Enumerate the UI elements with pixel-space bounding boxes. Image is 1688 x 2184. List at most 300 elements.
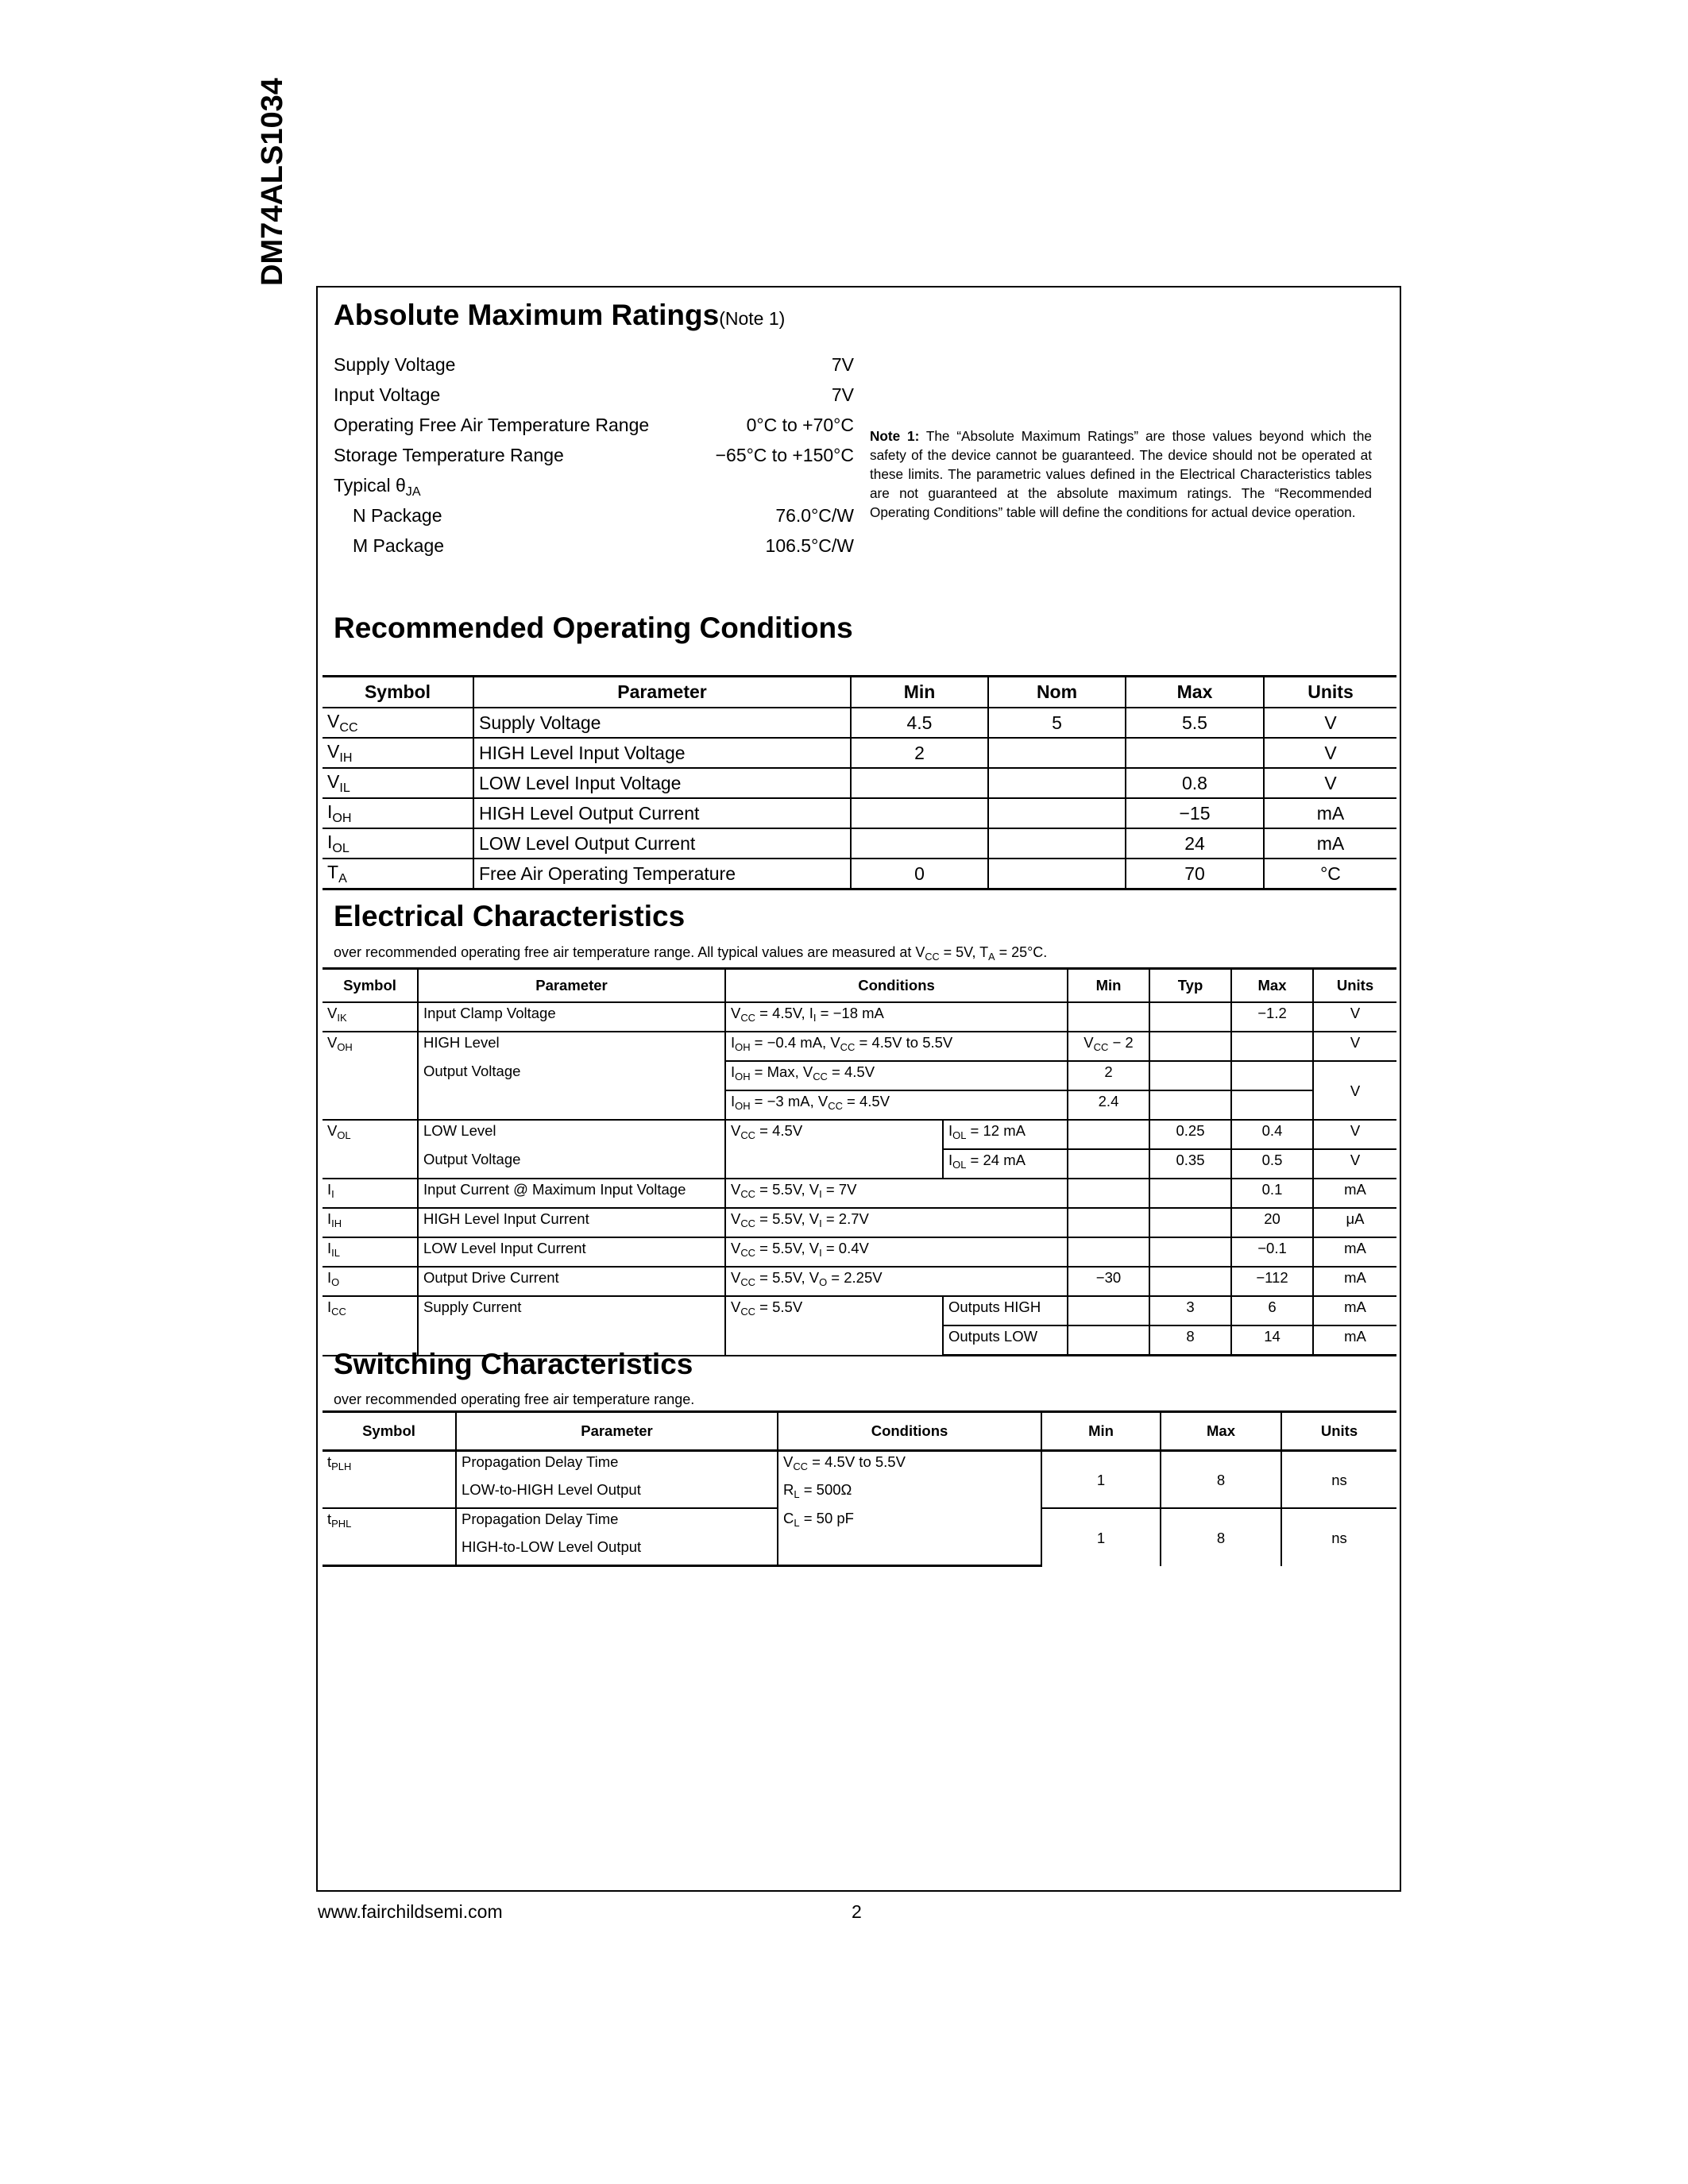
amr-list (334, 349, 854, 561)
symbol-sub: CC (339, 720, 358, 735)
cond-text: I (731, 1034, 736, 1051)
cond-cell (725, 1061, 1068, 1090)
nom-cell (988, 738, 1126, 768)
table-row (323, 1237, 1396, 1267)
cond-sub: OH (735, 1070, 751, 1082)
cond-text: = 500Ω (799, 1481, 852, 1498)
col-header: Units (1313, 969, 1396, 1003)
amr-row (334, 531, 854, 561)
min-cell: 0 (851, 859, 988, 889)
symbol-cell (323, 1237, 418, 1267)
min-cell (851, 768, 988, 798)
amr-value: 106.5°C/W (765, 535, 854, 556)
cond-text: = 7V (821, 1181, 857, 1198)
min-cell: 2.4 (1068, 1090, 1149, 1120)
symbol: T (327, 861, 339, 882)
cond-text: I (731, 1063, 736, 1080)
typ-cell: 8 (1149, 1325, 1231, 1356)
table-row (323, 1296, 1396, 1325)
roc-title: Recommended Operating Conditions (334, 612, 853, 644)
col-header: Max (1126, 677, 1264, 708)
table-row (323, 1451, 1396, 1480)
units-cell: V (1313, 1002, 1396, 1032)
symbol-cell (323, 1451, 456, 1480)
max-cell (1126, 738, 1264, 768)
cond-cell (725, 1237, 1068, 1267)
table-row (323, 1508, 1396, 1537)
cond-cell (725, 1120, 943, 1179)
symbol-cell (323, 859, 473, 889)
symbol-cell (323, 798, 473, 828)
param-cell: Output Voltage (418, 1149, 725, 1179)
note-text: The “Absolute Maximum Ratings” are those values beyond which the safety of the device cannot be guaranteed. The device should not be operated at these limits. The parametric values defined in the Electrical Characteristics tables are not guaranteed at the absolute maximum ratings. The “Recommended Operating Conditions” table will define the conditions for actual device operation. (870, 428, 1372, 520)
symbol: t (327, 1511, 332, 1527)
cond-text: = 2.7V (821, 1210, 869, 1227)
param-cell: Input Current @ Maximum Input Voltage (418, 1179, 725, 1208)
cond-text: = 12 mA (966, 1122, 1026, 1139)
min-cell (1068, 1325, 1149, 1356)
cond-cell (725, 1179, 1068, 1208)
footer-url: www.fairchildsemi.com (318, 1901, 503, 1922)
table-row (323, 1179, 1396, 1208)
cond-cell: Outputs LOW (943, 1325, 1068, 1356)
symbol: I (327, 1181, 332, 1198)
max-cell (1231, 1032, 1313, 1061)
symbol-sub: IH (331, 1217, 342, 1229)
symbol: V (327, 710, 340, 731)
cond-cell-empty (778, 1537, 1041, 1566)
symbol: t (327, 1453, 332, 1470)
caption-sub: A (988, 951, 995, 963)
min-cell: 2 (851, 738, 988, 768)
symbol: V (327, 740, 340, 762)
ec-title: Electrical Characteristics (334, 900, 686, 932)
min-cell: 2 (1068, 1061, 1149, 1090)
sc-table (323, 1410, 1396, 1567)
param-cell: Output Voltage (418, 1061, 725, 1120)
typ-cell: 0.25 (1149, 1120, 1231, 1149)
cond-text: = 24 mA (966, 1152, 1026, 1168)
cond-cell (725, 1090, 1068, 1120)
min-cell (851, 828, 988, 859)
cond-cell (725, 1267, 1068, 1296)
units-cell: μA (1313, 1208, 1396, 1237)
typ-cell (1149, 1032, 1231, 1061)
cond-sub: CC (740, 1305, 756, 1318)
symbol-cell (323, 738, 473, 768)
amr-row (334, 470, 854, 500)
amr-row (334, 380, 854, 410)
max-cell: 0.4 (1231, 1120, 1313, 1149)
cond-cell (725, 1208, 1068, 1237)
min-cell (1068, 1002, 1149, 1032)
max-cell: 14 (1231, 1325, 1313, 1356)
typ-cell (1149, 1267, 1231, 1296)
cond-text: = 5.5V, V (755, 1240, 820, 1256)
symbol-cell (323, 1296, 418, 1356)
cond-text: V (731, 1298, 741, 1315)
max-cell: 0.5 (1231, 1149, 1313, 1179)
amr-value: 0°C to +70°C (746, 415, 854, 435)
min-cell (1068, 1120, 1149, 1149)
cond-cell (943, 1120, 1068, 1149)
cond-text: V (731, 1210, 741, 1227)
col-header: Max (1231, 969, 1313, 1003)
cond-text: = −18 mA (816, 1005, 884, 1021)
cond-sub: O (819, 1275, 828, 1288)
sc-caption: over recommended operating free air temperature range. (334, 1391, 695, 1407)
symbol: V (327, 1005, 338, 1021)
symbol: I (327, 1298, 332, 1315)
param-cell: HIGH-to-LOW Level Output (456, 1537, 778, 1566)
param-cell: Input Clamp Voltage (418, 1002, 725, 1032)
col-header: Units (1281, 1412, 1396, 1451)
note-1 (870, 426, 1372, 522)
amr-row (334, 440, 854, 470)
typ-cell: 3 (1149, 1296, 1231, 1325)
symbol-sub: PLH (331, 1460, 352, 1472)
units-cell: V (1313, 1120, 1396, 1149)
cond-sub: L (794, 1516, 800, 1529)
cond-sub: OH (735, 1040, 751, 1053)
amr-title (334, 299, 785, 332)
symbol-sub: O (331, 1275, 340, 1288)
ec-table (323, 967, 1396, 1356)
cond-sub: CC (740, 1246, 756, 1259)
cond-sub: CC (740, 1187, 756, 1200)
symbol-sub: IK (337, 1011, 347, 1024)
amr-label: N Package (353, 505, 442, 526)
min-cell (1068, 1179, 1149, 1208)
cond-text: R (783, 1481, 794, 1498)
cond-sub: CC (793, 1460, 809, 1472)
symbol-cell (323, 1032, 418, 1120)
amr-value: 7V (831, 384, 854, 405)
units-cell: V (1264, 738, 1396, 768)
param-cell: HIGH Level Input Current (418, 1208, 725, 1237)
typ-cell (1149, 1002, 1231, 1032)
amr-label-sub: JA (405, 484, 421, 499)
caption-text: = 25°C. (995, 944, 1048, 960)
symbol: I (327, 1269, 332, 1286)
roc-header-row (323, 677, 1396, 708)
cond-text: = −0.4 mA, V (750, 1034, 840, 1051)
min-cell (1068, 1149, 1149, 1179)
typ-cell (1149, 1179, 1231, 1208)
note-label: Note 1: (870, 428, 920, 444)
symbol-cell (323, 1002, 418, 1032)
symbol-cell-empty (323, 1537, 456, 1566)
min-cell (1068, 1032, 1149, 1061)
amr-note-ref: (Note 1) (719, 308, 786, 329)
max-cell: 0.8 (1126, 768, 1264, 798)
cond-sub: L (794, 1488, 800, 1500)
param-cell: Output Drive Current (418, 1267, 725, 1296)
amr-label: M Package (353, 535, 445, 556)
cond-text: = −3 mA, V (750, 1093, 829, 1109)
symbol-cell (323, 1208, 418, 1237)
symbol-sub: PHL (331, 1517, 352, 1530)
max-cell (1231, 1090, 1313, 1120)
amr-value: −65°C to +150°C (715, 445, 854, 465)
units-cell: V (1313, 1032, 1396, 1061)
col-header: Min (1041, 1412, 1161, 1451)
param-cell: Supply Current (418, 1296, 725, 1356)
col-header: Max (1161, 1412, 1281, 1451)
max-cell: 8 (1161, 1451, 1281, 1509)
cond-text: V (731, 1181, 741, 1198)
cond-sub: I (819, 1246, 822, 1259)
units-cell: mA (1313, 1267, 1396, 1296)
amr-label: Input Voltage (334, 384, 441, 405)
cond-cell (778, 1451, 1041, 1480)
typ-cell (1149, 1208, 1231, 1237)
symbol-cell (323, 1267, 418, 1296)
units-cell: mA (1264, 798, 1396, 828)
table-row (323, 1032, 1396, 1061)
symbol-sub: IL (331, 1246, 340, 1259)
cond-text: I (948, 1152, 953, 1168)
table-row (323, 768, 1396, 798)
cond-text: I (731, 1093, 736, 1109)
cond-cell (725, 1032, 1068, 1061)
amr-label: Supply Voltage (334, 354, 456, 375)
typ-cell (1149, 1090, 1231, 1120)
symbol-sub: CC (331, 1305, 346, 1318)
max-cell (1231, 1061, 1313, 1090)
caption-text: over recommended operating free air temperature range. All typical values are measured at V (334, 944, 925, 960)
cond-text: = 4.5V (827, 1063, 875, 1080)
nom-cell: 5 (988, 708, 1126, 738)
cond-sub: CC (828, 1099, 843, 1112)
cond-sub: OL (952, 1158, 967, 1171)
symbol: I (327, 1240, 332, 1256)
cond-text: V (731, 1269, 741, 1286)
cond-sub: OL (952, 1129, 967, 1141)
min-cell: 1 (1041, 1508, 1161, 1566)
col-header: Typ (1149, 969, 1231, 1003)
amr-row (334, 500, 854, 531)
amr-row (334, 349, 854, 380)
table-row (323, 1002, 1396, 1032)
table-row (323, 1120, 1396, 1149)
cond-sub: I (819, 1217, 822, 1229)
amr-label (334, 470, 421, 500)
param-cell: LOW-to-HIGH Level Output (456, 1480, 778, 1508)
units-cell: V (1264, 708, 1396, 738)
cond-text: = 4.5V to 5.5V (808, 1453, 906, 1470)
cond-text: = 4.5V, I (755, 1005, 813, 1021)
symbol-cell (323, 1179, 418, 1208)
units-cell: ns (1281, 1508, 1396, 1566)
cond-text: V (783, 1453, 794, 1470)
cond-cell (725, 1296, 943, 1356)
cond-sub: CC (740, 1217, 756, 1229)
col-header: Parameter (456, 1412, 778, 1451)
cond-text: = 4.5V (842, 1093, 890, 1109)
min-text: V (1083, 1034, 1094, 1051)
typ-cell (1149, 1237, 1231, 1267)
cond-text: = 5.5V, V (755, 1181, 820, 1198)
cond-sub: CC (740, 1011, 756, 1024)
cond-text: = 5.5V (755, 1298, 803, 1315)
amr-value: 7V (831, 354, 854, 375)
col-header: Symbol (323, 677, 473, 708)
min-cell: −30 (1068, 1267, 1149, 1296)
param-cell: Propagation Delay Time (456, 1451, 778, 1480)
param-cell: LOW Level (418, 1120, 725, 1149)
cond-cell: Outputs HIGH (943, 1296, 1068, 1325)
max-cell: 20 (1231, 1208, 1313, 1237)
col-header: Conditions (725, 969, 1068, 1003)
symbol: V (327, 1122, 338, 1139)
amr-row (334, 410, 854, 440)
symbol-sub: OH (332, 810, 352, 825)
min-sub: CC (1093, 1040, 1109, 1053)
units-cell: mA (1313, 1179, 1396, 1208)
cond-text: = 5.5V, V (755, 1269, 820, 1286)
cond-cell (943, 1149, 1068, 1179)
symbol-cell (323, 1508, 456, 1537)
units-cell: mA (1313, 1296, 1396, 1325)
symbol-cell (323, 768, 473, 798)
nom-cell (988, 768, 1126, 798)
cond-text: = 2.25V (827, 1269, 883, 1286)
units-cell: V (1313, 1149, 1396, 1179)
min-cell (1068, 1296, 1149, 1325)
param-cell: Free Air Operating Temperature (473, 859, 851, 889)
cond-cell (778, 1508, 1041, 1537)
caption-sub: CC (925, 951, 940, 963)
cond-text: V (731, 1122, 741, 1139)
cond-sub: I (819, 1187, 822, 1200)
symbol-cell (323, 1120, 418, 1179)
cond-text: = 50 pF (799, 1510, 854, 1526)
amr-label: Operating Free Air Temperature Range (334, 415, 650, 435)
symbol-sub: A (338, 870, 347, 886)
cond-text: = 0.4V (821, 1240, 869, 1256)
units-cell: mA (1313, 1237, 1396, 1267)
max-cell: −0.1 (1231, 1237, 1313, 1267)
param-cell: HIGH Level Input Voltage (473, 738, 851, 768)
max-cell: 70 (1126, 859, 1264, 889)
cond-text: = Max, V (750, 1063, 813, 1080)
min-text: − 2 (1108, 1034, 1134, 1051)
col-header: Symbol (323, 969, 418, 1003)
col-header: Min (1068, 969, 1149, 1003)
cond-sub: CC (840, 1040, 856, 1053)
cond-text: I (948, 1122, 953, 1139)
amr-value: 76.0°C/W (775, 505, 854, 526)
col-header: Conditions (778, 1412, 1041, 1451)
cond-sub: CC (740, 1129, 756, 1141)
param-cell: HIGH Level (418, 1032, 725, 1061)
param-cell: HIGH Level Output Current (473, 798, 851, 828)
cond-sub: CC (813, 1070, 828, 1082)
cond-sub: OH (735, 1099, 751, 1112)
cond-text: = 4.5V to 5.5V (855, 1034, 953, 1051)
symbol: I (327, 831, 333, 852)
ec-header-row (323, 969, 1396, 1003)
col-header: Units (1264, 677, 1396, 708)
cond-text: V (731, 1240, 741, 1256)
max-cell: 0.1 (1231, 1179, 1313, 1208)
table-row (323, 1267, 1396, 1296)
symbol: V (327, 770, 340, 792)
symbol-sub: IH (339, 750, 353, 765)
nom-cell (988, 859, 1126, 889)
table-row (323, 1061, 1396, 1090)
max-cell: −112 (1231, 1267, 1313, 1296)
caption-text: = 5V, T (939, 944, 989, 960)
min-cell (851, 798, 988, 828)
max-cell: −1.2 (1231, 1002, 1313, 1032)
cond-sub: CC (740, 1275, 756, 1288)
max-cell: 5.5 (1126, 708, 1264, 738)
symbol: I (327, 1210, 332, 1227)
typ-cell (1149, 1061, 1231, 1090)
symbol-sub: IL (339, 780, 350, 795)
param-cell: LOW Level Input Voltage (473, 768, 851, 798)
symbol-sub: OH (337, 1040, 353, 1053)
table-row (323, 1208, 1396, 1237)
units-cell: °C (1264, 859, 1396, 889)
amr-label: Storage Temperature Range (334, 445, 564, 465)
min-cell (1068, 1237, 1149, 1267)
units-cell: mA (1313, 1325, 1396, 1356)
typ-cell: 0.35 (1149, 1149, 1231, 1179)
amr-label-text: Typical θ (334, 475, 406, 496)
sc-header-row (323, 1412, 1396, 1451)
sc-title: Switching Characteristics (334, 1348, 693, 1380)
units-cell: V (1264, 768, 1396, 798)
symbol: I (327, 801, 333, 822)
max-cell: 6 (1231, 1296, 1313, 1325)
symbol: V (327, 1034, 338, 1051)
table-row (323, 828, 1396, 859)
cond-text: C (783, 1510, 794, 1526)
cond-text: = 5.5V, V (755, 1210, 820, 1227)
param-cell: LOW Level Input Current (418, 1237, 725, 1267)
page-number: 2 (852, 1901, 862, 1922)
col-header: Parameter (418, 969, 725, 1003)
max-cell: 8 (1161, 1508, 1281, 1566)
units-cell: V (1313, 1061, 1396, 1120)
param-cell: Supply Voltage (473, 708, 851, 738)
roc-table (323, 675, 1396, 890)
table-row (323, 798, 1396, 828)
cond-text: = 4.5V (755, 1122, 803, 1139)
col-header: Min (851, 677, 988, 708)
min-cell (1068, 1208, 1149, 1237)
max-cell: −15 (1126, 798, 1264, 828)
symbol-cell (323, 828, 473, 859)
units-cell: mA (1264, 828, 1396, 859)
table-row (323, 708, 1396, 738)
table-row (323, 859, 1396, 889)
min-cell: 4.5 (851, 708, 988, 738)
part-number-side-title: DM74ALS1034 (256, 78, 289, 286)
cond-sub: I (813, 1011, 817, 1024)
symbol-sub: I (331, 1187, 334, 1200)
nom-cell (988, 828, 1126, 859)
table-row (323, 738, 1396, 768)
symbol-sub: OL (337, 1129, 351, 1141)
min-cell: 1 (1041, 1451, 1161, 1509)
cond-cell (725, 1002, 1068, 1032)
symbol-cell (323, 708, 473, 738)
col-header: Nom (988, 677, 1126, 708)
